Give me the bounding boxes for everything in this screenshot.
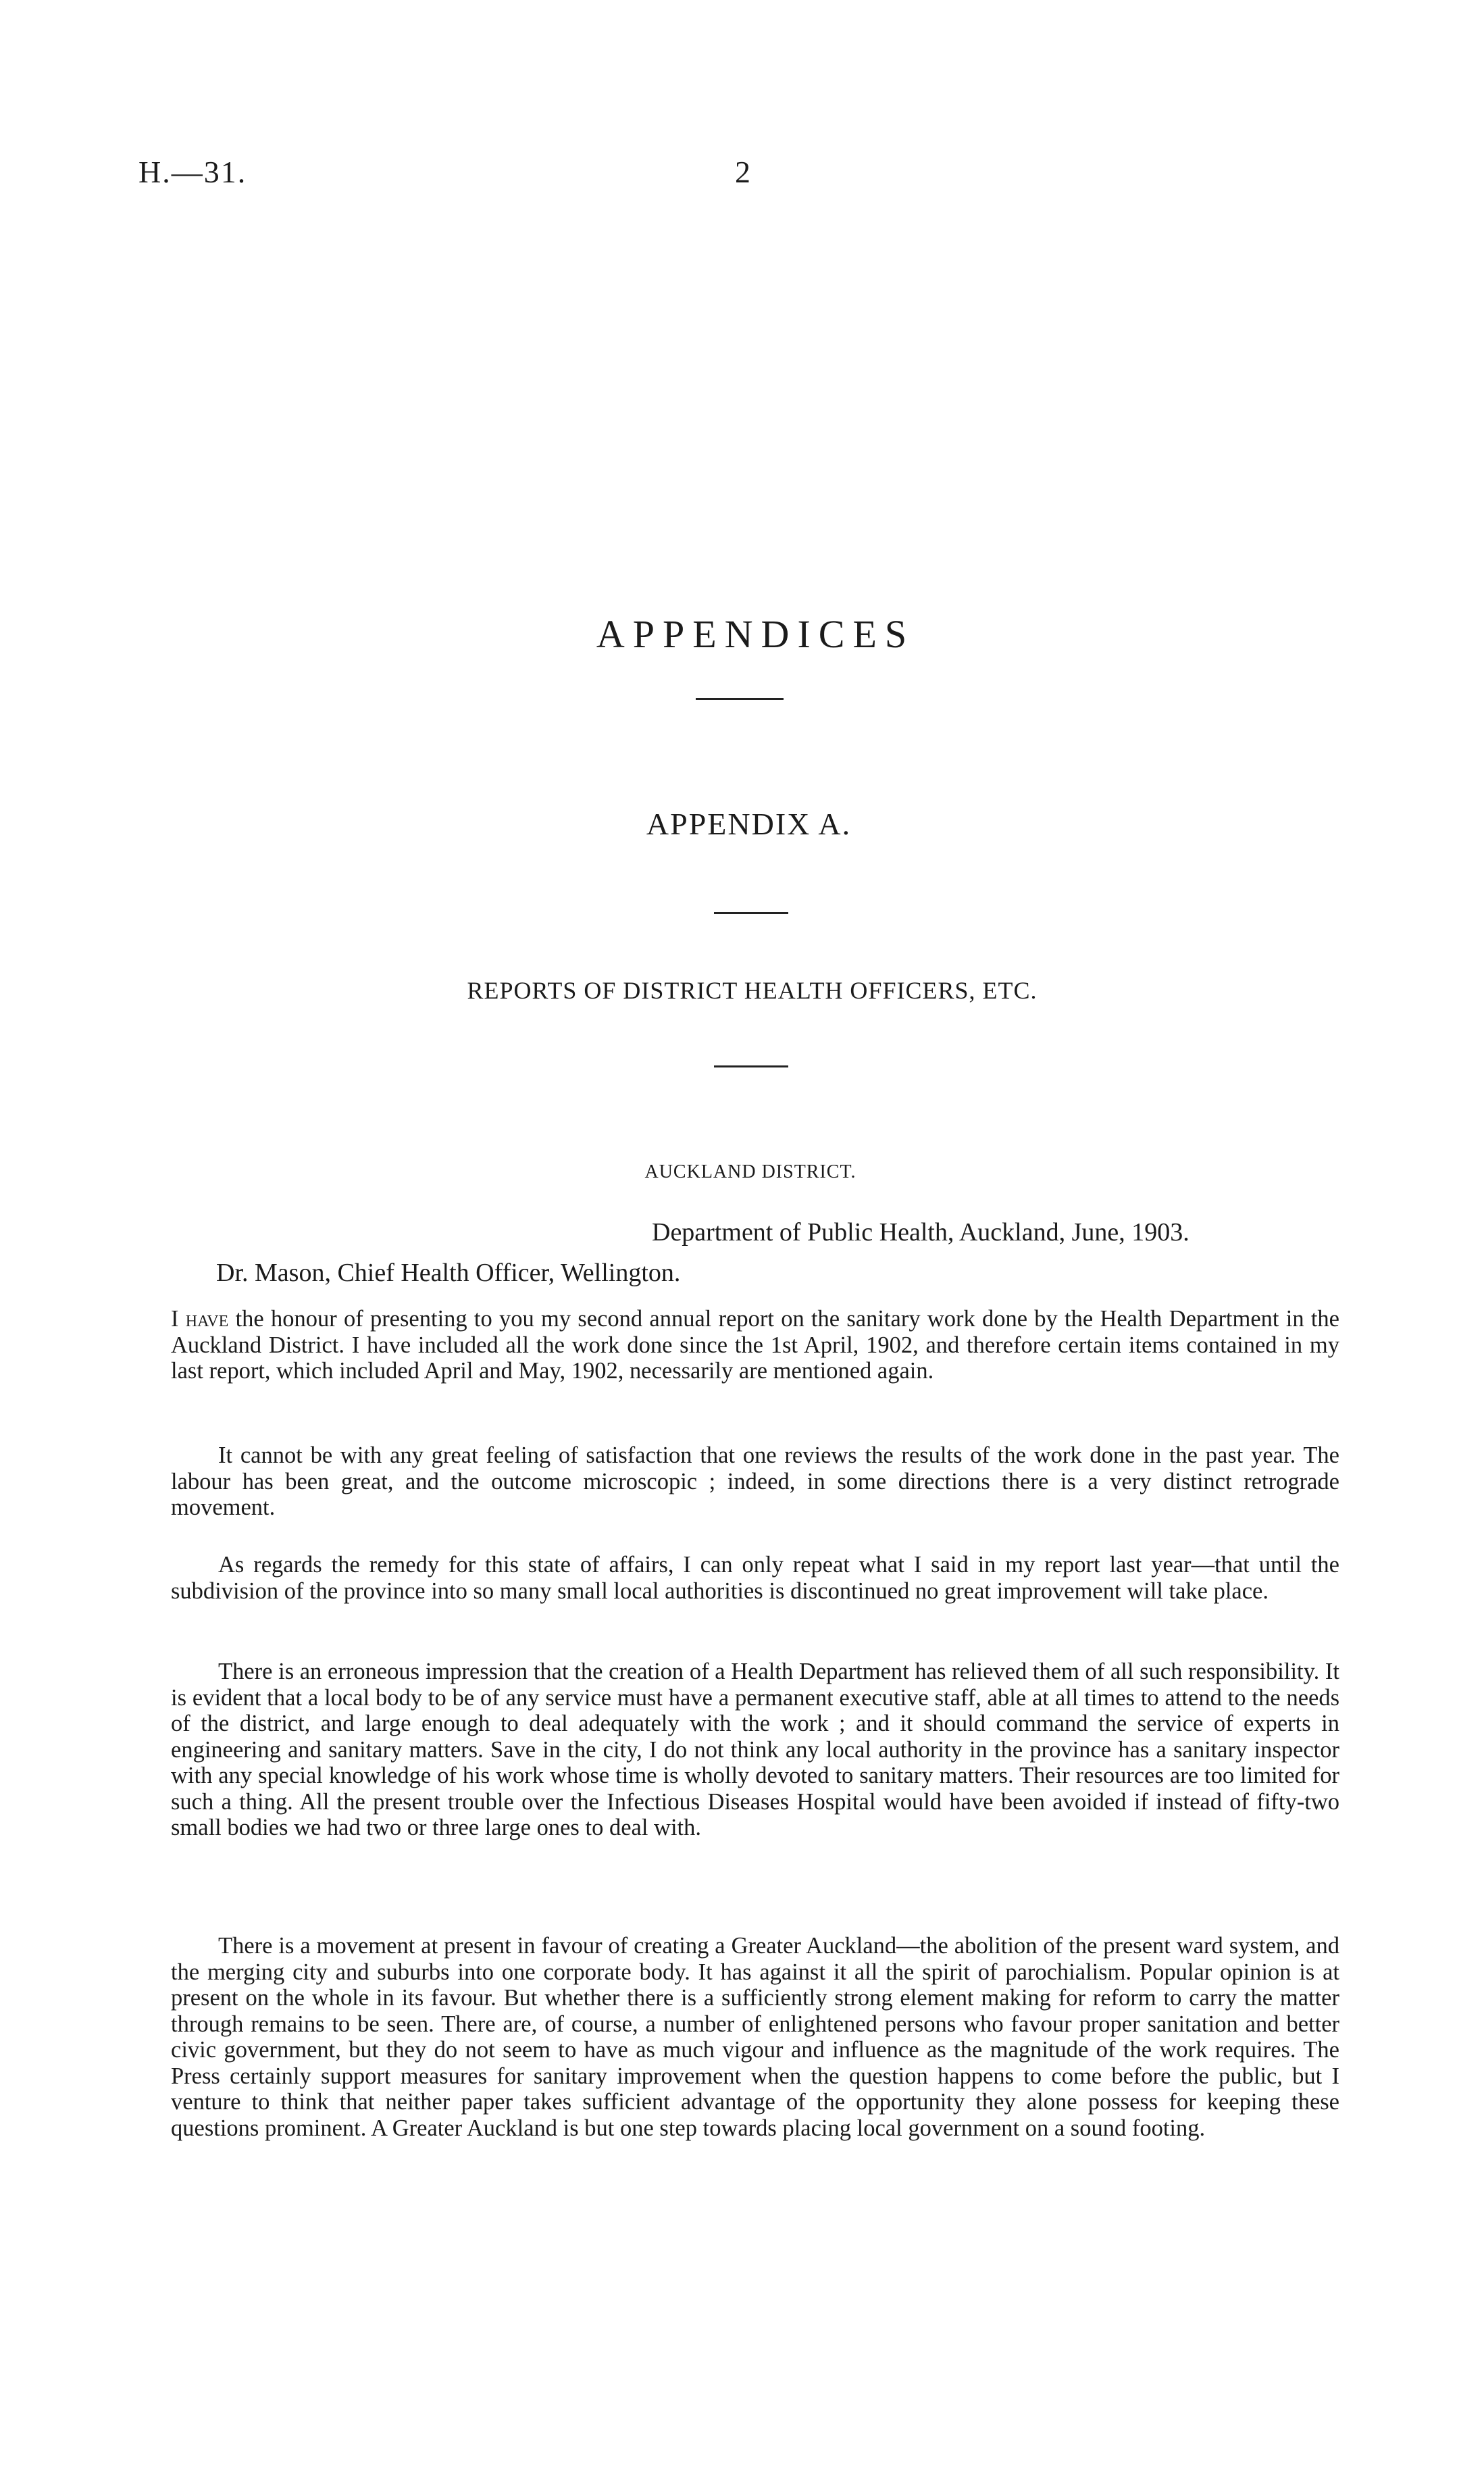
appendices-title: APPENDICES [596, 612, 915, 656]
body-paragraph-5: There is a movement at present in favour of creating a Greater Auckland—the abolition of the present ward system, and the merging city and suburbs into one corporate body. It has against it all the spirit of parochialism. Popular opinion is at present on the whole in its favour. But whether there is a sufficiently strong element making for reform to carry the matter through remains to be seen. There are, of course, a number of enlightened persons who favour proper sanitation and better civic government, but they do not seem to have as much vigour and influence as the magnitude of the work requires. The Press certainly support measures for sanitary improvement when the question happens to come before the public, but I venture to think that neither paper takes sufficient advantage of the opportunity they alone possess for keeping these questions prominent. A Greater Auckland is but one step towards placing local government on a sound footing. [171, 1933, 1339, 2141]
body-paragraph-1 [171, 1306, 1339, 1384]
paragraph-1-text: the honour of presenting to you my second annual report on the sanitary work done by the Health Department in the Auckland District. I have included all the work done since the 1st April, 1902, and therefore certain items contained in my last report, which included April and May, 1902, necessarily are mentioned again. [171, 1306, 1339, 1384]
appendix-a-heading: APPENDIX A. [646, 807, 852, 841]
opening-word: I have [171, 1306, 229, 1332]
reports-heading: REPORTS OF DISTRICT HEALTH OFFICERS, ETC. [467, 977, 1038, 1004]
subtitle-rule [714, 912, 788, 914]
reports-rule [714, 1065, 788, 1067]
letter-addressee: Dr. Mason, Chief Health Officer, Wellington. [216, 1259, 681, 1287]
page-number: 2 [735, 155, 750, 189]
body-paragraph-2: It cannot be with any great feeling of satisfaction that one reviews the results of the work done in the past year. The labour has been great, and the outcome microscopic ; indeed, in some directions there is a very distinct retrograde movement. [171, 1442, 1339, 1520]
document-reference: H.—31. [138, 155, 247, 189]
district-heading: AUCKLAND DISTRICT. [644, 1161, 856, 1182]
body-paragraph-4: There is an erroneous impression that the creation of a Health Department has relieved them of all such responsibility. It is evident that a local body to be of any service must have a permanent executive staff, able at all times to attend to the needs of the district, and large enough to deal adequately with the work ; and it should command the service of experts in engineering and sanitary matters. Save in the city, I do not think any local authority in the province has a sanitary inspector with any special knowledge of his work whose time is wholly devoted to sanitary matters. Their resources are too limited for such a thing. All the present trouble over the Infectious Diseases Hospital would have been avoided if instead of fifty-two small bodies we had two or three large ones to deal with. [171, 1659, 1339, 1840]
letter-dateline: Department of Public Health, Auckland, June, 1903. [652, 1218, 1189, 1247]
title-rule [696, 698, 784, 700]
body-paragraph-3: As regards the remedy for this state of affairs, I can only repeat what I said in my report last year—that until the subdivision of the province into so many small local authorities is discontinued no great improvement will take place. [171, 1552, 1339, 1604]
